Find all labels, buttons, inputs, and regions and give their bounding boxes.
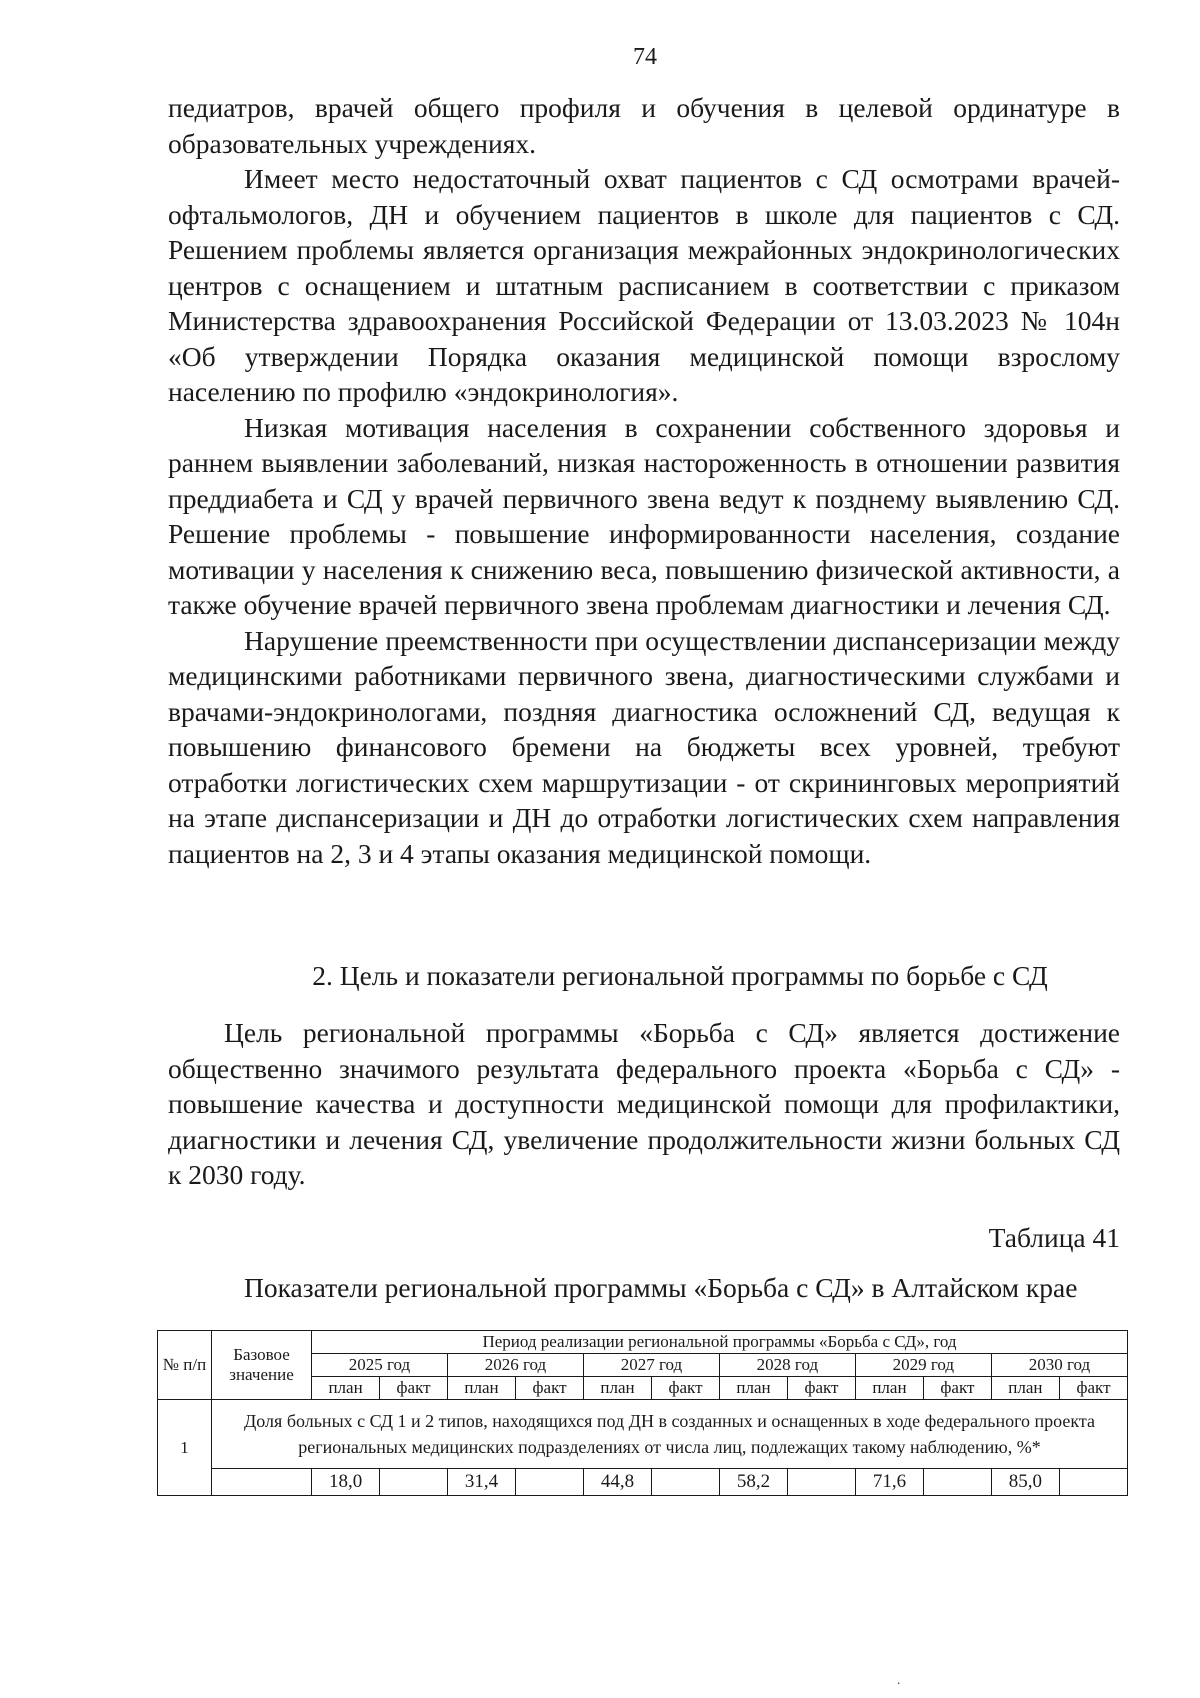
fact-value-cell — [380, 1469, 448, 1496]
indicator-row — [158, 1400, 1128, 1469]
fact-value-cell — [516, 1469, 584, 1496]
paragraph: Нарушение преемственности при осуществлении диспансеризации между медицинскими работниками первичного звена, диагностическими службами и врачами-эндокринологами, поздняя диагностика осложнений СД, ведущая к повышению финансового бремени на бюджеты всех уровней, требуют отработки логистических схем маршрутизации - от скрининговых мероприятий на этапе диспансеризации и ДН до отработки логистических схем направления пациентов на 2, 3 и 4 этапы оказания медицинской помощи. — [168, 624, 1120, 869]
goal-paragraph: Цель региональной программы «Борьба с СД» является достижение общественно значимого результата федерального проекта «Борьба с СД» - повышение качества и доступности медицинской помощи для профилактики, диагностики и лечения СД, увеличение продолжительности жизни больных СД к 2030 году. — [168, 1017, 1120, 1190]
fact-header: факт — [380, 1377, 448, 1400]
plan-value-cell: 85,0 — [991, 1469, 1059, 1496]
col-number-header: № п/п — [158, 1331, 212, 1400]
col-base-header: Базовое значение — [212, 1331, 312, 1400]
row-number: 1 — [158, 1400, 212, 1496]
fact-value-cell — [924, 1469, 992, 1496]
plan-value-cell: 58,2 — [719, 1469, 787, 1496]
year-header: 2030 год — [991, 1354, 1127, 1377]
plan-header: план — [719, 1377, 787, 1400]
body-text — [168, 90, 1120, 871]
base-value-cell — [212, 1469, 312, 1496]
year-header: 2025 год — [312, 1354, 448, 1377]
indicators-table — [157, 1330, 1128, 1496]
indicator-description: Доля больных с СД 1 и 2 типов, находящихся под ДН в созданных и оснащенных в ходе федерального проекта региональных медицинских подразделениях от числа лиц, подлежащих такому наблюдению, %* — [212, 1400, 1128, 1469]
paragraph: Низкая мотивация населения в сохранении собственного здоровья и раннем выявлении заболеваний, низкая настороженность в отношении развития преддиабета и СД у врачей первичного звена ведут к позднему выявлению СД. Решение проблемы - повышение информированности населения, создание мотивации у населения к снижению веса, повышению физической активности, а также обучение врачей первичного звена проблемам диагностики и лечения СД. — [168, 411, 1120, 620]
paragraph: Имеет место недостаточный охват пациентов с СД осмотрами врачей-офтальмологов, ДН и обучением пациентов в школе для пациентов с СД. Решением проблемы является организация межрайонных эндокринологических центров с оснащением и штатным расписанием в соответствии с приказом Министерства здравоохранения Российской Федерации от 13.03.2023 № 104н «Об утверждении Порядка оказания медицинской помощи взрослому населению по профилю «эндокринология». — [168, 163, 1120, 407]
plan-header: план — [991, 1377, 1059, 1400]
year-header: 2028 год — [719, 1354, 855, 1377]
plan-value-cell: 31,4 — [447, 1469, 515, 1496]
scan-speck: ˙ — [896, 1680, 902, 1697]
plan-header: план — [312, 1377, 380, 1400]
table-number: Таблица 41 — [988, 1222, 1120, 1253]
year-header: 2026 год — [447, 1354, 583, 1377]
plan-header: план — [583, 1377, 651, 1400]
fact-value-cell — [1060, 1469, 1128, 1496]
period-header: Период реализации региональной программы «Борьба с СД», год — [312, 1331, 1128, 1354]
section-heading: 2. Цель и показатели региональной программы по борьбе с СД — [312, 960, 1048, 991]
fact-header: факт — [788, 1377, 856, 1400]
page-number: 74 — [633, 44, 657, 70]
plan-header: план — [447, 1377, 515, 1400]
paragraph: педиатров, врачей общего профиля и обучения в целевой ординатуре в образовательных учреждениях. — [168, 92, 1120, 159]
fact-header: факт — [924, 1377, 992, 1400]
year-header: 2027 год — [583, 1354, 719, 1377]
table-header-row — [158, 1331, 1128, 1354]
plan-header: план — [855, 1377, 923, 1400]
fact-header: факт — [1060, 1377, 1128, 1400]
plan-value-cell: 44,8 — [583, 1469, 651, 1496]
fact-value-cell — [788, 1469, 856, 1496]
fact-header: факт — [516, 1377, 584, 1400]
values-row — [158, 1469, 1128, 1496]
year-header: 2029 год — [855, 1354, 991, 1377]
fact-header: факт — [652, 1377, 720, 1400]
table-title: Показатели региональной программы «Борьба с СД» в Алтайском крае — [244, 1272, 1078, 1303]
plan-value-cell: 18,0 — [312, 1469, 380, 1496]
fact-value-cell — [652, 1469, 720, 1496]
plan-value-cell: 71,6 — [855, 1469, 923, 1496]
